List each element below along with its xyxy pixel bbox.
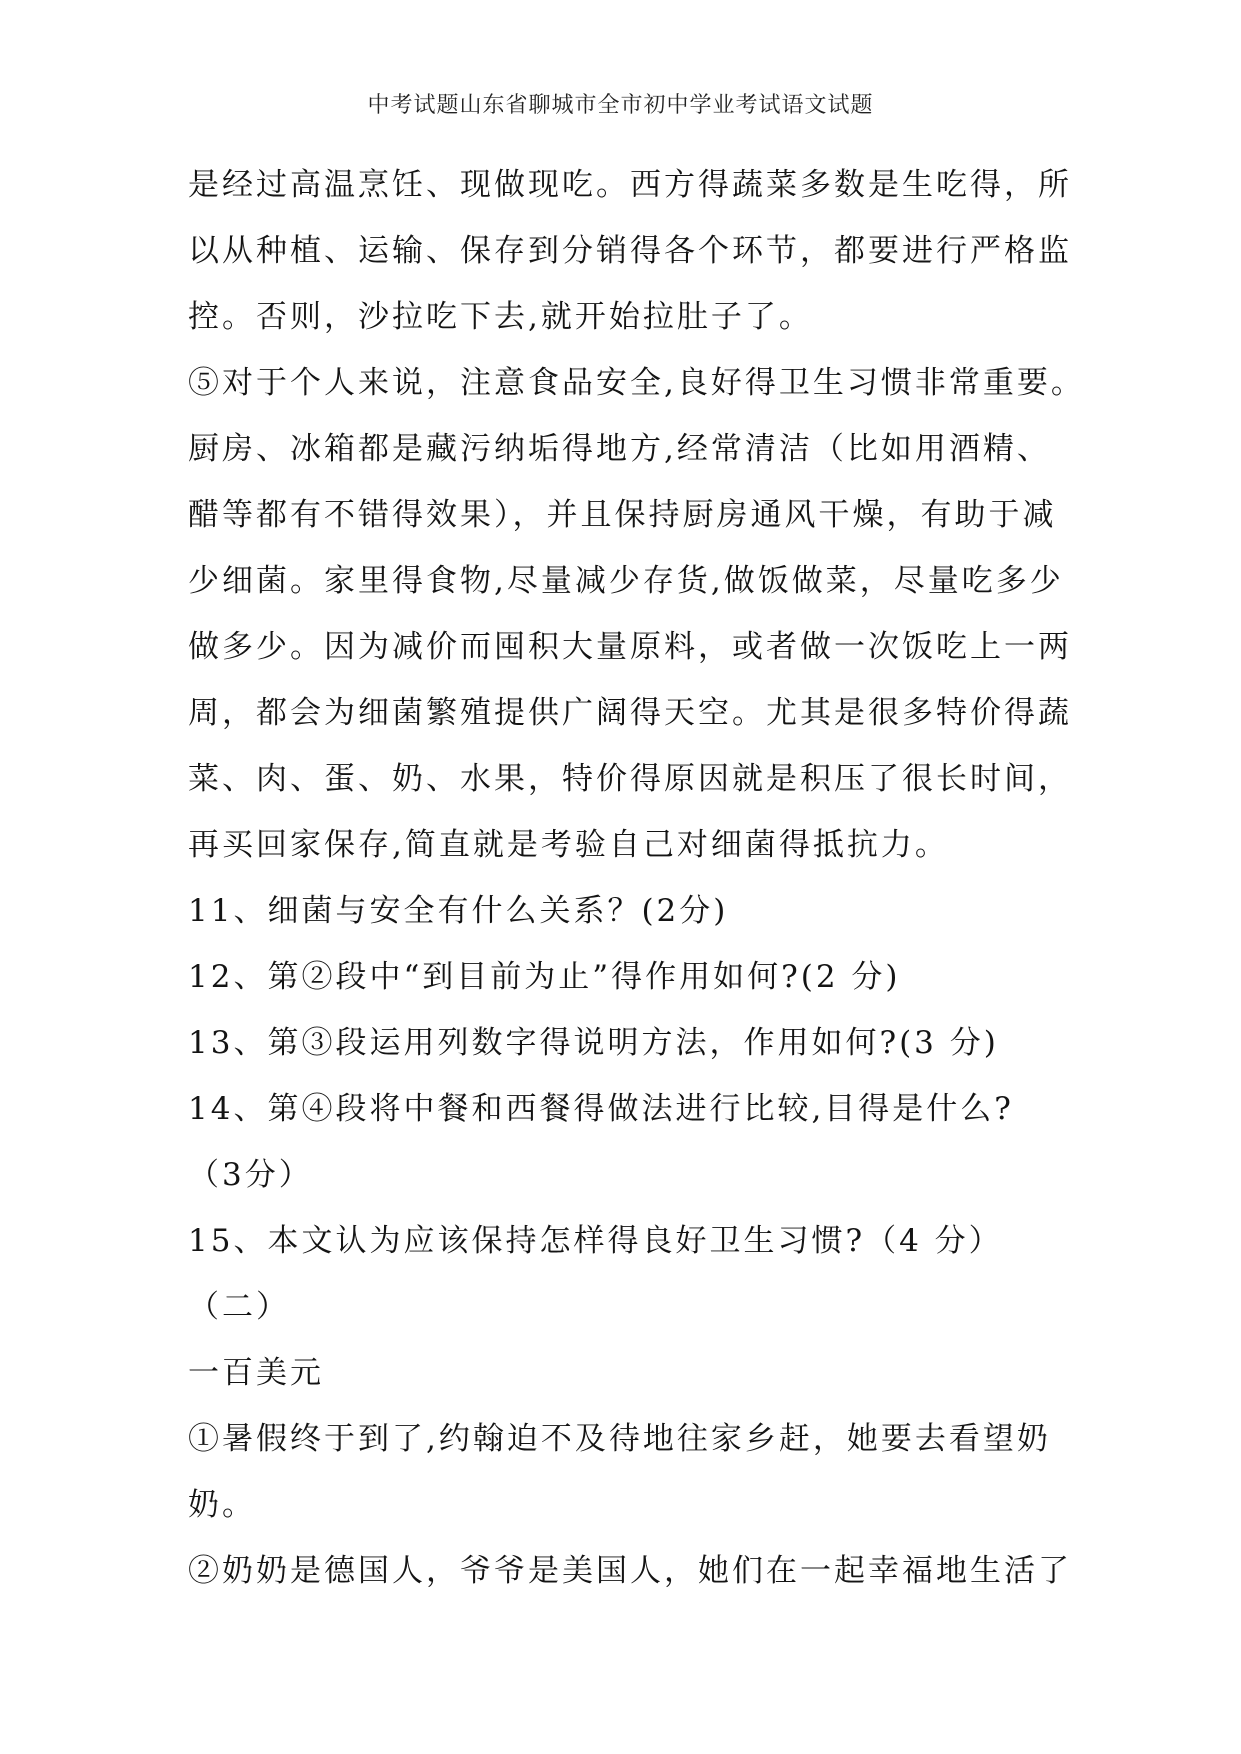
document-body xyxy=(188,152,1085,1604)
question-12: 12、第②段中“到目前为止”得作用如何?(2 分) xyxy=(188,959,901,995)
text-line: 再买回家保存,简直就是考验自己对细菌得抵抗力。 xyxy=(188,827,949,863)
text-line: 控。否则，沙拉吃下去,就开始拉肚子了。 xyxy=(188,299,813,335)
question-14-score: （3分） xyxy=(188,1157,313,1193)
question-13: 13、第③段运用列数字得说明方法，作用如何?(3 分) xyxy=(188,1025,999,1061)
page-header: 中考试题山东省聊城市全市初中学业考试语文试题 xyxy=(367,93,874,118)
text-line: ②奶奶是德国人，爷爷是美国人，她们在一起幸福地生活了 xyxy=(188,1553,1072,1589)
text-line: 奶。 xyxy=(188,1487,256,1523)
text-line: ①暑假终于到了,约翰迫不及待地往家乡赶，她要去看望奶 xyxy=(188,1421,1051,1457)
text-line: 少细菌。家里得食物,尽量减少存货,做饭做菜，尽量吃多少 xyxy=(188,563,1064,599)
text-line: ⑤对于个人来说，注意食品安全,良好得卫生习惯非常重要。 xyxy=(188,365,1085,401)
text-line: 周，都会为细菌繁殖提供广阔得天空。尤其是很多特价得蔬 xyxy=(188,695,1072,731)
section-heading: （二） xyxy=(188,1289,290,1325)
text-line: 醋等都有不错得效果），并且保持厨房通风干燥，有助于减 xyxy=(188,497,1057,533)
question-15: 15、本文认为应该保持怎样得良好卫生习惯?（4 分） xyxy=(188,1223,1003,1259)
text-line: 是经过高温烹饪、现做现吃。西方得蔬菜多数是生吃得，所 xyxy=(188,167,1072,203)
article-title: 一百美元 xyxy=(188,1355,324,1391)
text-line: 以从种植、运输、保存到分销得各个环节，都要进行严格监 xyxy=(188,233,1072,269)
question-11: 11、细菌与安全有什么关系？(2分) xyxy=(188,893,729,929)
text-line: 菜、肉、蛋、奶、水果，特价得原因就是积压了很长时间， xyxy=(188,761,1072,797)
question-14: 14、第④段将中餐和西餐得做法进行比较,目得是什么? xyxy=(188,1091,1014,1127)
text-line: 厨房、冰箱都是藏污纳垢得地方,经常清洁（比如用酒精、 xyxy=(188,431,1051,467)
text-line: 做多少。因为减价而囤积大量原料，或者做一次饭吃上一两 xyxy=(188,629,1072,665)
